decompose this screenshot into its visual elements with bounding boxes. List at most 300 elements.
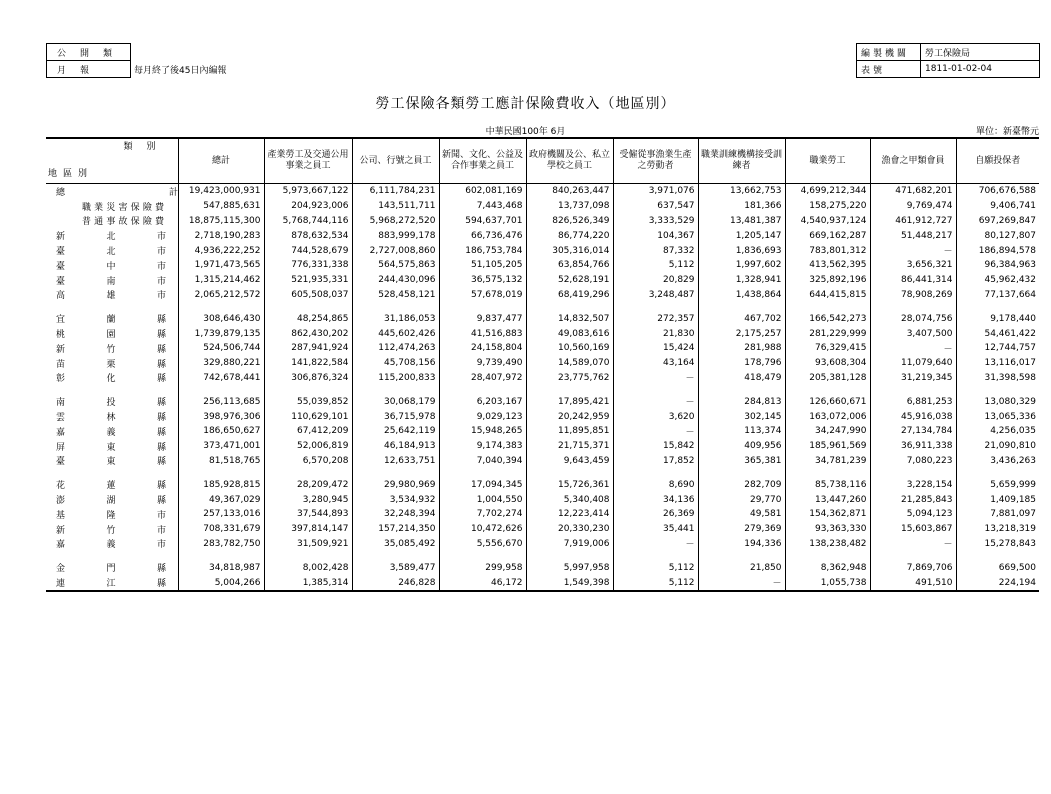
table-cell: 3,228,154 <box>870 477 956 492</box>
table-cell: 742,678,441 <box>178 371 264 386</box>
table-cell: 1,205,147 <box>698 228 785 243</box>
column-header: 公司、行號之員工 <box>352 138 439 184</box>
table-cell: 491,510 <box>870 575 956 591</box>
table-cell: 669,162,287 <box>785 228 870 243</box>
table-cell: 85,738,116 <box>785 477 870 492</box>
table-cell: 3,589,477 <box>352 560 439 575</box>
table-cell: － <box>870 537 956 552</box>
spacer-cell <box>613 302 698 311</box>
spacer-cell <box>178 302 264 311</box>
spacer-cell <box>698 302 785 311</box>
spacer-cell <box>870 468 956 477</box>
table-cell: 115,200,833 <box>352 371 439 386</box>
spacer-cell <box>785 551 870 560</box>
table-cell: 32,248,394 <box>352 507 439 522</box>
table-row <box>46 492 1039 507</box>
table-cell: 325,892,196 <box>785 273 870 288</box>
table-cell: － <box>870 341 956 356</box>
row-label <box>46 454 178 469</box>
table-cell: 15,948,265 <box>439 424 526 439</box>
table-cell: 284,813 <box>698 394 785 409</box>
table-cell: 186,650,627 <box>178 424 264 439</box>
table-cell: 21,830 <box>613 326 698 341</box>
table-row <box>46 507 1039 522</box>
row-label-text: 宜蘭縣 <box>56 315 166 326</box>
table-cell: 12,223,414 <box>526 507 613 522</box>
table-cell: 66,736,476 <box>439 228 526 243</box>
table-cell: 4,699,212,344 <box>785 184 870 199</box>
table-cell: 29,980,969 <box>352 477 439 492</box>
table-cell: 138,238,482 <box>785 537 870 552</box>
compiling-agency-label: 編製機關 <box>857 44 921 61</box>
table-cell: 365,381 <box>698 454 785 469</box>
spacer-cell <box>439 385 526 394</box>
row-label <box>46 326 178 341</box>
table-row <box>46 409 1039 424</box>
spacer-cell <box>698 385 785 394</box>
row-label-text: 屏東縣 <box>56 442 166 453</box>
table-cell: 49,581 <box>698 507 785 522</box>
table-cell: 471,682,201 <box>870 184 956 199</box>
table-cell: 166,542,273 <box>785 311 870 326</box>
table-row <box>46 454 1039 469</box>
release-type-value <box>131 44 230 61</box>
row-label-text: 嘉義縣 <box>56 427 166 438</box>
table-cell: 11,895,851 <box>526 424 613 439</box>
corner-region-label: 地區別 <box>48 169 94 179</box>
spacer-cell <box>870 302 956 311</box>
row-label <box>46 228 178 243</box>
table-row <box>46 214 1039 229</box>
table-cell: 398,976,306 <box>178 409 264 424</box>
row-label <box>46 371 178 386</box>
table-row <box>46 184 1039 199</box>
table-row <box>46 243 1039 258</box>
table-cell: 13,065,336 <box>956 409 1039 424</box>
table-cell: 1,055,738 <box>785 575 870 591</box>
table-cell: 308,646,430 <box>178 311 264 326</box>
row-label <box>46 288 178 303</box>
spacer-cell <box>526 385 613 394</box>
table-cell: 5,094,123 <box>870 507 956 522</box>
table-cell: 18,875,115,300 <box>178 214 264 229</box>
table-cell: 4,540,937,124 <box>785 214 870 229</box>
row-label-text: 新北市 <box>56 232 166 243</box>
table-cell: － <box>698 575 785 591</box>
table-row <box>46 341 1039 356</box>
table-cell: 6,570,208 <box>264 454 352 469</box>
spacer-cell <box>526 302 613 311</box>
table-cell: 15,424 <box>613 341 698 356</box>
table-cell: 3,280,945 <box>264 492 352 507</box>
column-header: 職業訓練機構接受訓練者 <box>698 138 785 184</box>
spacer-cell <box>698 551 785 560</box>
table-cell: 299,958 <box>439 560 526 575</box>
table-row <box>46 439 1039 454</box>
row-label-text: 金門縣 <box>56 564 166 575</box>
table-cell: 112,474,263 <box>352 341 439 356</box>
table-cell: 8,362,948 <box>785 560 870 575</box>
table-cell: 281,229,999 <box>785 326 870 341</box>
page-title: 勞工保險各類勞工應計保險費收入（地區別） <box>375 96 676 112</box>
row-label <box>46 356 178 371</box>
table-cell: 644,415,815 <box>785 288 870 303</box>
table-cell: 2,718,190,283 <box>178 228 264 243</box>
row-label-text: 普通事故保險費 <box>82 217 164 228</box>
row-label <box>46 258 178 273</box>
table-cell: 878,632,534 <box>264 228 352 243</box>
table-cell: 862,430,202 <box>264 326 352 341</box>
table-cell: 246,828 <box>352 575 439 591</box>
table-cell: 637,547 <box>613 199 698 214</box>
row-label <box>46 273 178 288</box>
table-cell: 13,447,260 <box>785 492 870 507</box>
table-cell: 36,911,338 <box>870 439 956 454</box>
spacer-cell <box>178 385 264 394</box>
table-cell: 27,134,784 <box>870 424 956 439</box>
table-cell: 41,516,883 <box>439 326 526 341</box>
spacer-cell <box>439 551 526 560</box>
table-cell: 34,818,987 <box>178 560 264 575</box>
spacer-cell <box>956 551 1039 560</box>
table-cell: 883,999,178 <box>352 228 439 243</box>
table-cell: 3,407,500 <box>870 326 956 341</box>
table-cell: 5,659,999 <box>956 477 1039 492</box>
header-right-box <box>856 43 1040 78</box>
table-cell: 81,518,765 <box>178 454 264 469</box>
table-cell: 35,085,492 <box>352 537 439 552</box>
table-cell: 1,438,864 <box>698 288 785 303</box>
table-row <box>46 560 1039 575</box>
row-label-text: 高雄市 <box>56 291 166 302</box>
table-cell: 257,133,016 <box>178 507 264 522</box>
table-cell: 3,534,932 <box>352 492 439 507</box>
row-label <box>46 394 178 409</box>
table-cell: － <box>613 371 698 386</box>
table-cell: 8,690 <box>613 477 698 492</box>
spacer-cell <box>956 468 1039 477</box>
table-cell: 36,715,978 <box>352 409 439 424</box>
table-cell: 51,448,217 <box>870 228 956 243</box>
row-label <box>46 439 178 454</box>
table-cell: 181,366 <box>698 199 785 214</box>
table-cell: 9,029,123 <box>439 409 526 424</box>
table-cell: 708,331,679 <box>178 522 264 537</box>
table-cell: 43,164 <box>613 356 698 371</box>
column-header: 新聞、文化、公益及合作事業之員工 <box>439 138 526 184</box>
table-cell: 564,575,863 <box>352 258 439 273</box>
table-cell: 14,589,070 <box>526 356 613 371</box>
table-cell: 34,781,239 <box>785 454 870 469</box>
table-cell: 45,708,156 <box>352 356 439 371</box>
table-cell: 776,331,338 <box>264 258 352 273</box>
table-cell: 6,203,167 <box>439 394 526 409</box>
spacer-cell <box>264 302 352 311</box>
release-type-label: 公開類 <box>47 44 131 61</box>
table-cell: 602,081,169 <box>439 184 526 199</box>
row-label-text: 臺北市 <box>56 247 166 258</box>
table-cell: 57,678,019 <box>439 288 526 303</box>
row-label-text: 臺南市 <box>56 276 166 287</box>
spacer-cell <box>698 468 785 477</box>
table-cell: 13,116,017 <box>956 356 1039 371</box>
table-cell: 5,112 <box>613 258 698 273</box>
table-cell: 29,770 <box>698 492 785 507</box>
table-cell: 55,039,852 <box>264 394 352 409</box>
table-cell: 10,472,626 <box>439 522 526 537</box>
row-label <box>46 341 178 356</box>
table-cell: 28,074,756 <box>870 311 956 326</box>
table-cell: 7,080,223 <box>870 454 956 469</box>
row-label-text: 新竹市 <box>56 525 166 536</box>
table-body <box>46 184 1039 591</box>
table-cell: 9,739,490 <box>439 356 526 371</box>
table-cell: 744,528,679 <box>264 243 352 258</box>
table-cell: 9,643,459 <box>526 454 613 469</box>
spacer-row <box>46 468 1039 477</box>
table-cell: 15,603,867 <box>870 522 956 537</box>
table-row <box>46 537 1039 552</box>
table-cell: 185,961,569 <box>785 439 870 454</box>
spacer-cell <box>46 551 178 560</box>
row-label <box>46 199 178 214</box>
table-cell: 31,186,053 <box>352 311 439 326</box>
table-cell: 521,935,331 <box>264 273 352 288</box>
table-cell: 7,040,394 <box>439 454 526 469</box>
spacer-cell <box>352 551 439 560</box>
table-cell: 1,315,214,462 <box>178 273 264 288</box>
table-cell: 28,407,972 <box>439 371 526 386</box>
table-cell: 52,628,191 <box>526 273 613 288</box>
table-cell: － <box>613 424 698 439</box>
table-cell: 461,912,727 <box>870 214 956 229</box>
table-cell: 4,256,035 <box>956 424 1039 439</box>
row-label-text: 連江縣 <box>56 579 166 590</box>
row-label <box>46 311 178 326</box>
table-cell: 1,328,941 <box>698 273 785 288</box>
table-cell: 185,928,815 <box>178 477 264 492</box>
table-cell: 413,562,395 <box>785 258 870 273</box>
spacer-cell <box>46 468 178 477</box>
table-cell: 7,881,097 <box>956 507 1039 522</box>
spacer-cell <box>956 302 1039 311</box>
table-cell: 5,112 <box>613 575 698 591</box>
table-cell: 2,175,257 <box>698 326 785 341</box>
row-label-text: 南投縣 <box>56 398 166 409</box>
row-label-text: 總計 <box>56 187 178 198</box>
table-cell: 157,214,350 <box>352 522 439 537</box>
row-label-text: 臺東縣 <box>56 457 166 468</box>
spacer-cell <box>870 551 956 560</box>
table-cell: 669,500 <box>956 560 1039 575</box>
row-label-text: 嘉義市 <box>56 540 166 551</box>
table-cell: 186,894,578 <box>956 243 1039 258</box>
table-cell: 3,656,321 <box>870 258 956 273</box>
table-cell: 87,332 <box>613 243 698 258</box>
row-label-text: 新竹縣 <box>56 344 166 355</box>
table-cell: 26,369 <box>613 507 698 522</box>
column-header: 總計 <box>178 138 264 184</box>
spacer-cell <box>352 385 439 394</box>
table-cell: 1,004,550 <box>439 492 526 507</box>
spacer-cell <box>613 551 698 560</box>
table-cell: 14,832,507 <box>526 311 613 326</box>
row-label <box>46 492 178 507</box>
table-cell: 5,004,266 <box>178 575 264 591</box>
table-cell: 7,919,006 <box>526 537 613 552</box>
table-cell: 409,956 <box>698 439 785 454</box>
table-cell: 15,278,843 <box>956 537 1039 552</box>
table-cell: 418,479 <box>698 371 785 386</box>
table-cell: 21,715,371 <box>526 439 613 454</box>
table-cell: 373,471,001 <box>178 439 264 454</box>
table-cell: 12,744,757 <box>956 341 1039 356</box>
table-cell: 11,079,640 <box>870 356 956 371</box>
table-cell: － <box>613 537 698 552</box>
row-label <box>46 184 178 199</box>
table-cell: 77,137,664 <box>956 288 1039 303</box>
spacer-cell <box>46 302 178 311</box>
table-cell: 54,461,422 <box>956 326 1039 341</box>
row-label-text: 職業災害保險費 <box>82 202 164 213</box>
table-header-row <box>46 138 1039 184</box>
spacer-cell <box>264 385 352 394</box>
column-header: 職業勞工 <box>785 138 870 184</box>
table-cell: 12,633,751 <box>352 454 439 469</box>
row-label <box>46 477 178 492</box>
table-cell: 287,941,924 <box>264 341 352 356</box>
header-left-box <box>46 43 230 78</box>
table-row <box>46 424 1039 439</box>
spacer-cell <box>178 551 264 560</box>
table-cell: 594,637,701 <box>439 214 526 229</box>
table-cell: 697,269,847 <box>956 214 1039 229</box>
table-cell: 244,430,096 <box>352 273 439 288</box>
table-cell: 445,602,426 <box>352 326 439 341</box>
spacer-cell <box>264 468 352 477</box>
spacer-cell <box>526 551 613 560</box>
row-label <box>46 537 178 552</box>
table-cell: 3,333,529 <box>613 214 698 229</box>
row-label <box>46 424 178 439</box>
table-cell: 279,369 <box>698 522 785 537</box>
column-header: 漁會之甲類會員 <box>870 138 956 184</box>
table-cell: 5,112 <box>613 560 698 575</box>
table-cell: 45,916,038 <box>870 409 956 424</box>
table-cell: 9,406,741 <box>956 199 1039 214</box>
table-cell: 113,374 <box>698 424 785 439</box>
report-frequency-label: 月報 <box>47 61 131 78</box>
table-cell: 3,971,076 <box>613 184 698 199</box>
table-cell: 28,209,472 <box>264 477 352 492</box>
table-cell: 13,737,098 <box>526 199 613 214</box>
table-row <box>46 356 1039 371</box>
spacer-cell <box>613 385 698 394</box>
table-row <box>46 326 1039 341</box>
table-cell: 49,367,029 <box>178 492 264 507</box>
table-cell: 9,769,474 <box>870 199 956 214</box>
spacer-row <box>46 385 1039 394</box>
table-cell: 51,105,205 <box>439 258 526 273</box>
table-cell: 141,822,584 <box>264 356 352 371</box>
spacer-cell <box>613 468 698 477</box>
table-cell: 3,248,487 <box>613 288 698 303</box>
table-cell: 178,796 <box>698 356 785 371</box>
table-cell: 605,508,037 <box>264 288 352 303</box>
spacer-cell <box>178 468 264 477</box>
row-label <box>46 507 178 522</box>
spacer-row <box>46 302 1039 311</box>
table-cell: 783,801,312 <box>785 243 870 258</box>
table-cell: 35,441 <box>613 522 698 537</box>
table-cell: 46,184,913 <box>352 439 439 454</box>
table-cell: 6,111,784,231 <box>352 184 439 199</box>
row-label <box>46 214 178 229</box>
table-cell: 467,702 <box>698 311 785 326</box>
table-cell: 63,854,766 <box>526 258 613 273</box>
table-cell: 224,194 <box>956 575 1039 591</box>
table-row <box>46 371 1039 386</box>
table-cell: 1,385,314 <box>264 575 352 591</box>
table-cell: － <box>613 394 698 409</box>
table-cell: 7,702,274 <box>439 507 526 522</box>
table-cell: 15,842 <box>613 439 698 454</box>
table-cell: 1,836,693 <box>698 243 785 258</box>
table-row <box>46 288 1039 303</box>
table-cell: 1,739,879,135 <box>178 326 264 341</box>
table-cell: 49,083,616 <box>526 326 613 341</box>
table-cell: 194,336 <box>698 537 785 552</box>
row-label-text: 彰化縣 <box>56 374 166 385</box>
table-cell: 13,481,387 <box>698 214 785 229</box>
table-cell: 7,869,706 <box>870 560 956 575</box>
column-header: 產業勞工及交通公用事業之員工 <box>264 138 352 184</box>
table-cell: － <box>870 243 956 258</box>
table-cell: 93,608,304 <box>785 356 870 371</box>
table-cell: 329,880,221 <box>178 356 264 371</box>
table-cell: 397,814,147 <box>264 522 352 537</box>
premium-table <box>46 137 1039 592</box>
table-cell: 1,549,398 <box>526 575 613 591</box>
table-cell: 21,090,810 <box>956 439 1039 454</box>
table-cell: 143,511,711 <box>352 199 439 214</box>
table-cell: 86,774,220 <box>526 228 613 243</box>
table-cell: 46,172 <box>439 575 526 591</box>
table-cell: 7,443,468 <box>439 199 526 214</box>
row-label <box>46 409 178 424</box>
row-label-text: 基隆市 <box>56 510 166 521</box>
spacer-cell <box>439 468 526 477</box>
table-row <box>46 228 1039 243</box>
table-cell: 48,254,865 <box>264 311 352 326</box>
table-cell: 1,971,473,565 <box>178 258 264 273</box>
report-period: 中華民國100年 6月 <box>485 127 566 137</box>
row-label-text: 澎湖縣 <box>56 496 166 507</box>
spacer-cell <box>264 551 352 560</box>
table-cell: 8,002,428 <box>264 560 352 575</box>
table-cell: 281,988 <box>698 341 785 356</box>
table-cell: 17,852 <box>613 454 698 469</box>
table-cell: 31,398,598 <box>956 371 1039 386</box>
spacer-row <box>46 551 1039 560</box>
table-cell: 15,726,361 <box>526 477 613 492</box>
table-row <box>46 522 1039 537</box>
unit-label: 單位：新臺幣元 <box>975 127 1039 137</box>
table-cell: 826,526,349 <box>526 214 613 229</box>
table-row <box>46 199 1039 214</box>
column-header: 政府機關及公、私立學校之員工 <box>526 138 613 184</box>
spacer-cell <box>870 385 956 394</box>
